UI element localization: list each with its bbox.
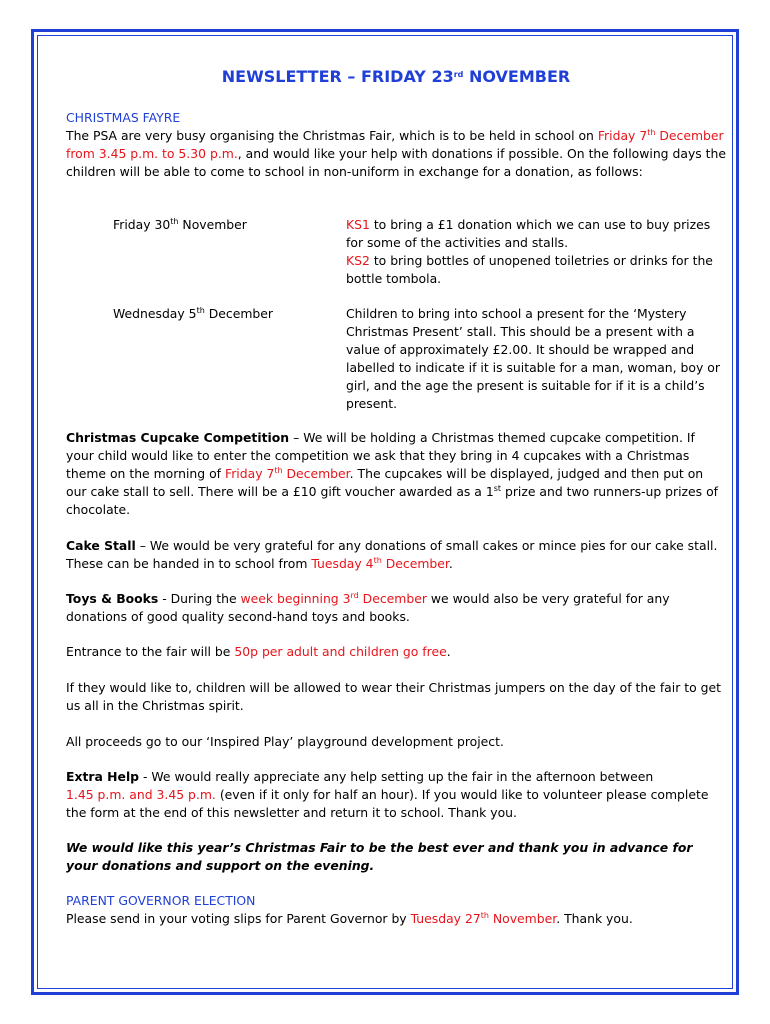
day-description: KS1 to bring a £1 donation which we can use to buy prizes for some of the activities and stalls. KS2 to bring bottles of unopened toiletries or drinks for the bottle tombola. — [346, 217, 713, 286]
day-label: Friday 30th November — [113, 217, 247, 232]
christmas-fayre-heading: CHRISTMAS FAYRE — [66, 110, 181, 125]
jumpers-paragraph: If they would like to, children will be allowed to wear their Christmas jumpers on the day of the fair to get us all in the Christmas spirit. — [66, 680, 721, 713]
cake-stall-paragraph: Cake Stall – We would be very grateful for any donations of small cakes or mince pies for our cake stall. These can be handed in to school from Tuesday 4th December. — [66, 538, 718, 571]
proceeds-paragraph: All proceeds go to our ‘Inspired Play’ playground development project. — [66, 734, 504, 749]
cupcake-competition-paragraph: Christmas Cupcake Competition – We will be holding a Christmas themed cupcake competition. If your child would like to enter the competition we ask that they bring in 4 cupcakes with a Christmas theme on the morning of Friday 7th December. The cupcakes will be displayed, judged and then put on our cake stall to sell. There will be a £10 gift voucher awarded as a 1st prize and two runners-up prizes of chocolate. — [66, 430, 719, 517]
christmas-fayre-paragraph: The PSA are very busy organising the Christmas Fair, which is to be held in school on Friday 7th December from 3.45 p.m. to 5.30 p.m., and would like your help with donations if possible. On the following days the children will be able to come to school in non-uniform in exchange for a donation, as follows: — [66, 128, 727, 179]
toys-books-paragraph: Toys & Books - During the week beginning 3rd December we would also be very grateful for any donations of good quality second-hand toys and books. — [66, 591, 670, 624]
entrance-paragraph: Entrance to the fair will be 50p per adult and children go free. — [66, 644, 451, 659]
extra-help-paragraph: Extra Help - We would really appreciate any help setting up the fair in the afternoon between 1.45 p.m. and 3.45 p.m. (even if it only for half an hour). If you would like to volunteer please complete the form at the end of this newsletter and return it to school. Thank you. — [66, 769, 709, 820]
day-label: Wednesday 5th December — [113, 306, 273, 321]
closing-statement: We would like this year’s Christmas Fair to be the best ever and thank you in advance for your donations and support on the evening. — [66, 840, 693, 873]
parent-governor-paragraph: Please send in your voting slips for Parent Governor by Tuesday 27th November. Thank you. — [66, 911, 633, 926]
parent-governor-heading: PARENT GOVERNOR ELECTION — [66, 893, 256, 908]
day-description: Children to bring into school a present for the ‘Mystery Christmas Present’ stall. This should be a present with a value of approximately £2.00. It should be wrapped and labelled to indicate if it is suitable for a man, woman, boy or girl, and the age the present is suitable for if it is a child’s present. — [346, 306, 720, 411]
newsletter-title: NEWSLETTER – FRIDAY 23rd NOVEMBER — [221, 67, 571, 86]
